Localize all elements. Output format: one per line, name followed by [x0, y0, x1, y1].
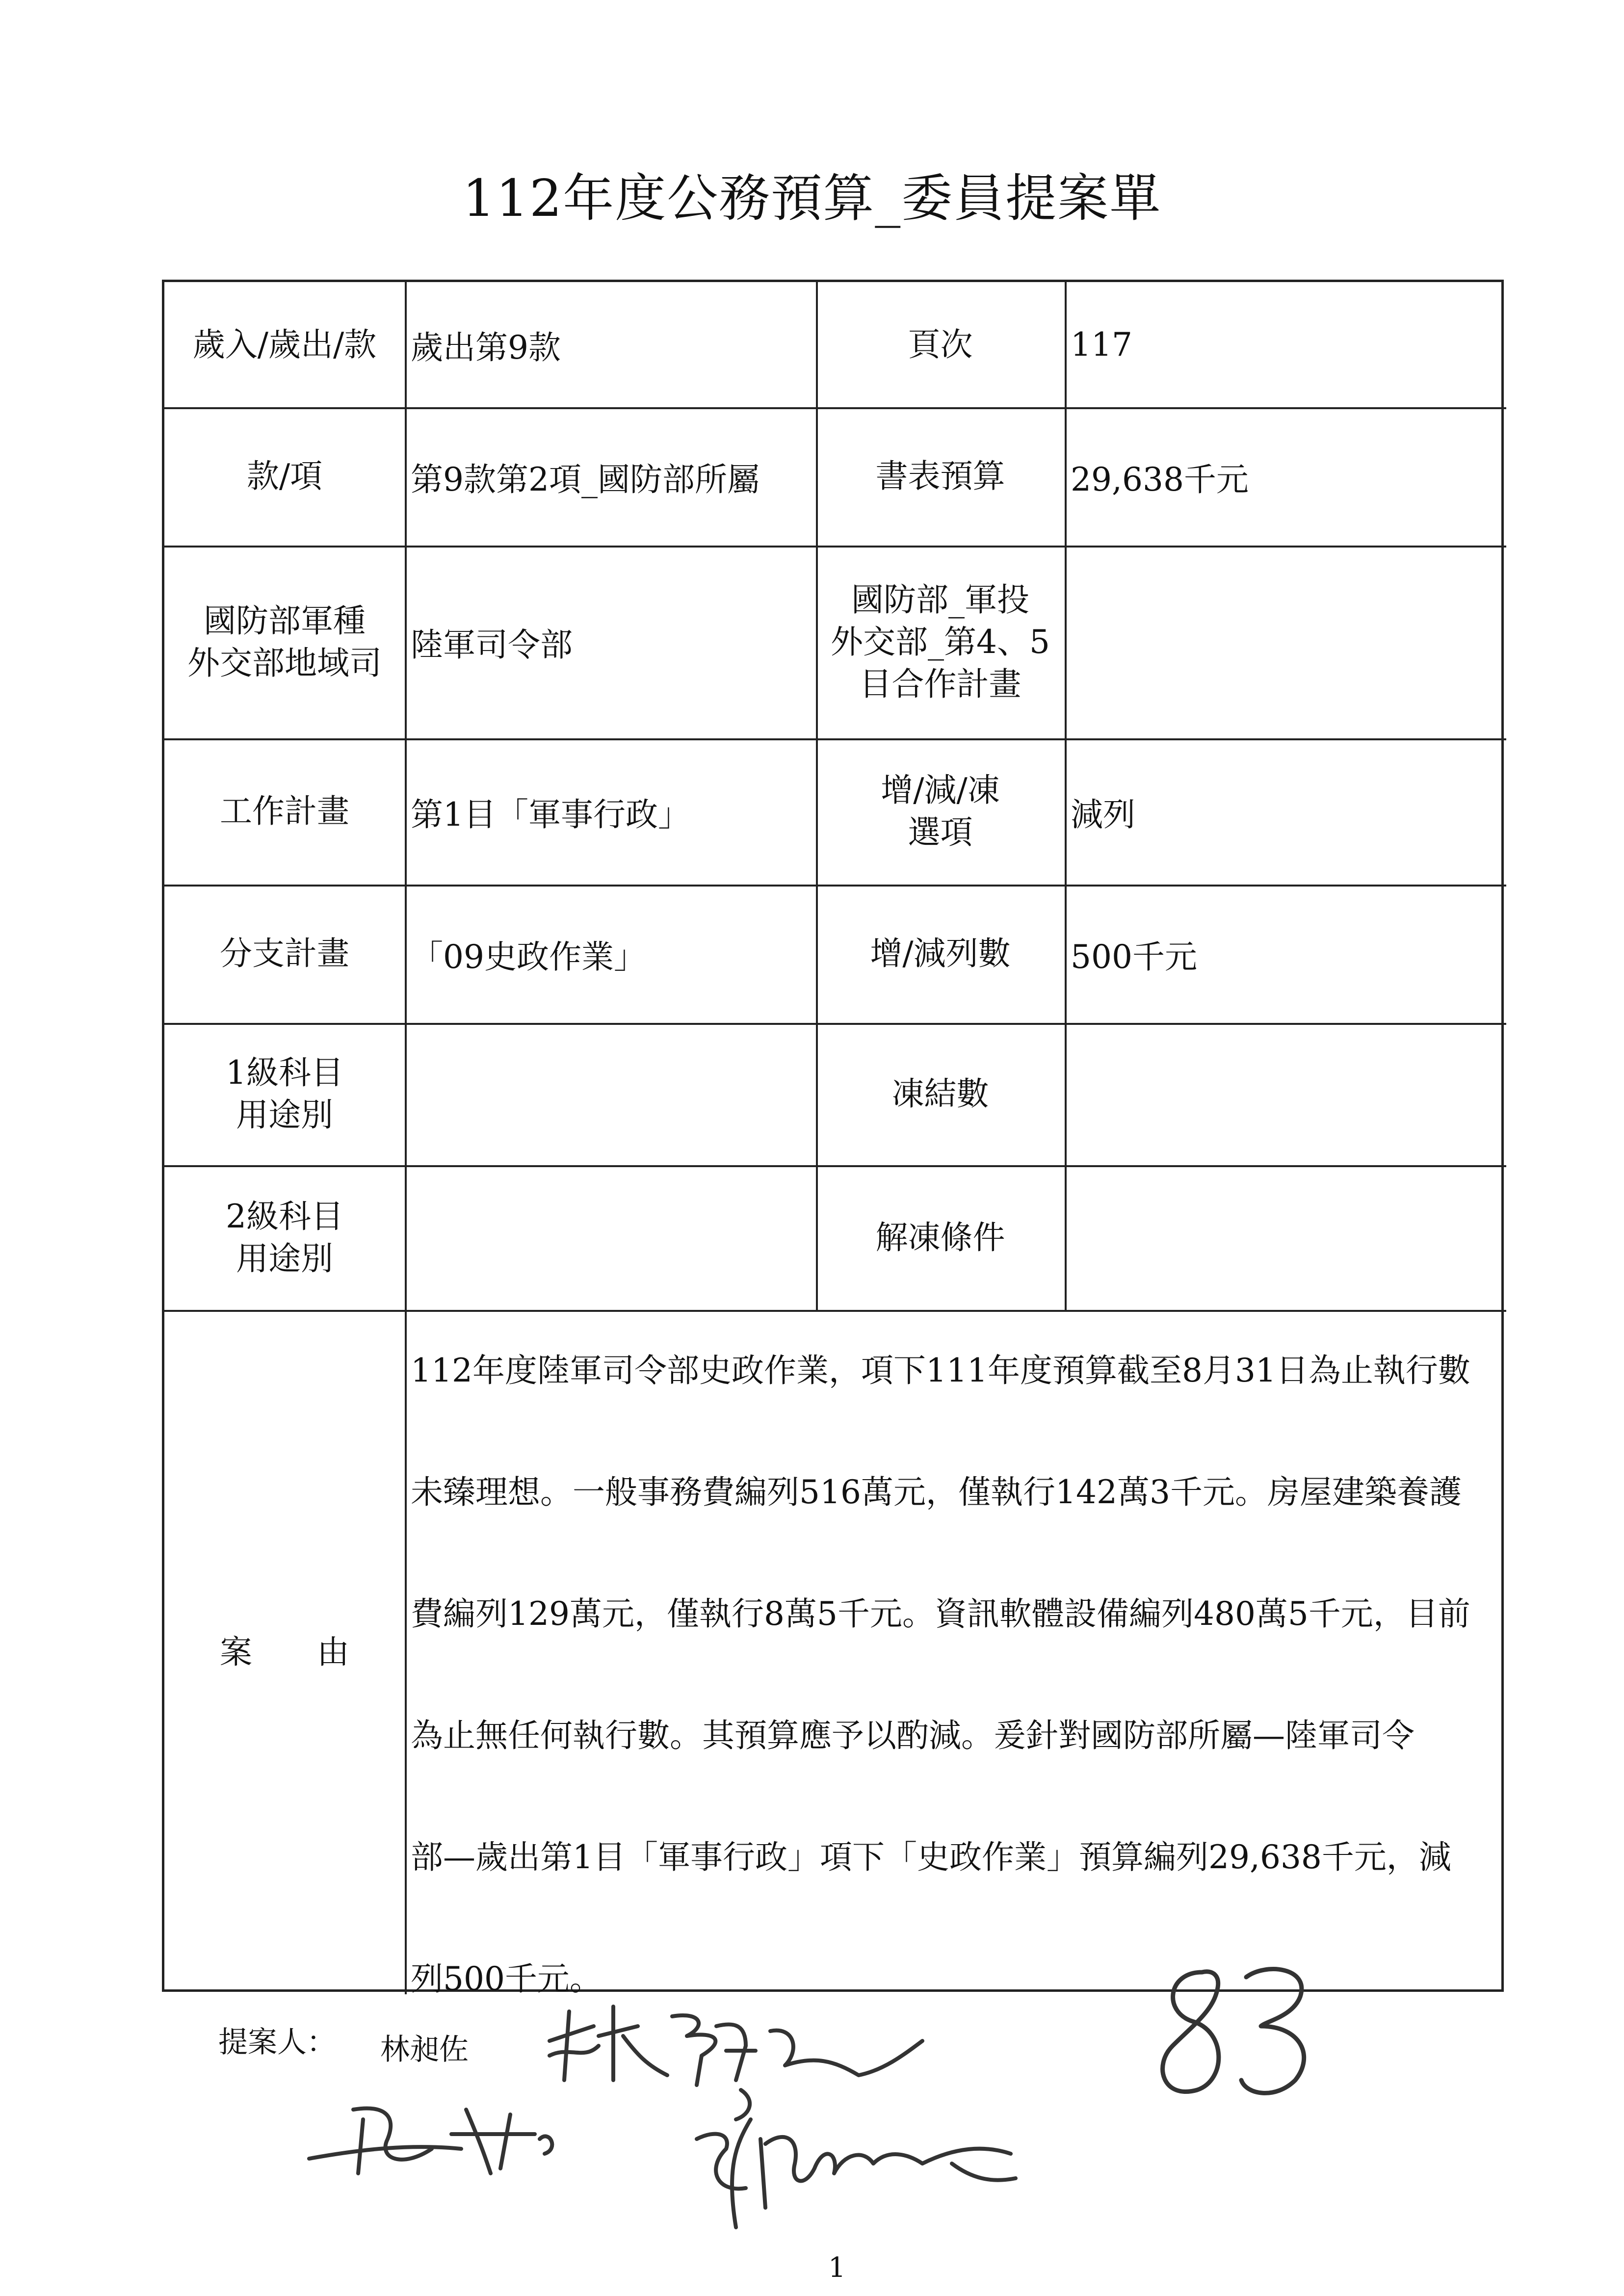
value-budget-amount: 29,638千元 [1071, 460, 1249, 498]
label-level2-subject: 2級科目 用途別 [226, 1197, 343, 1278]
row-divider [164, 885, 1506, 887]
value-frozen-amount [1065, 1023, 1506, 1165]
value-level1-subject [405, 1023, 816, 1165]
label-branch-plan: 分支計畫 [220, 935, 349, 972]
proposer-name: 林昶佐 [380, 2033, 469, 2067]
value-page: 117 [1071, 326, 1132, 364]
column-divider [405, 282, 407, 1994]
label-frozen-amount: 凍結數 [891, 1075, 989, 1113]
row-divider [164, 1165, 1506, 1167]
value-military-investment [1065, 546, 1506, 738]
reason-line: 112年度陸軍司令部史政作業，項下111年度預算截至8月31日為止執行數 [411, 1352, 1470, 1389]
label-work-plan: 工作計畫 [220, 792, 349, 830]
label-section-item: 款/項 [246, 457, 323, 495]
reason-text [405, 1310, 1506, 1998]
value-military-branch: 陸軍司令部 [411, 626, 573, 664]
proposer-label: 提案人： [218, 2025, 336, 2060]
column-divider [816, 282, 818, 1311]
page-number: 1 [828, 2252, 846, 2284]
reason-row [164, 1310, 1506, 1998]
value-adjust-option: 減列 [1071, 795, 1135, 834]
value-level2-subject [405, 1165, 816, 1310]
reason-line: 列500千元。 [411, 1960, 602, 1998]
row-divider [164, 738, 1506, 740]
value-work-plan: 第1目「軍事行政」 [411, 795, 690, 834]
row-divider [164, 1310, 1506, 1312]
label-adjust-amount: 增/減列數 [870, 935, 1011, 972]
label-unfreeze-condition: 解凍條件 [875, 1218, 1005, 1256]
label-level1-subject: 1級科目 用途別 [226, 1054, 343, 1134]
reason-line: 費編列129萬元，僅執行8萬5千元。資訊軟體設備編列480萬5千元，目前 [411, 1595, 1470, 1633]
handwritten-number [1143, 1957, 1330, 2105]
value-adjust-amount: 500千元 [1071, 938, 1197, 976]
handwritten-signature [677, 2080, 1021, 2237]
label-military-investment: 國防部_軍投 外交部_第4、5 目合作計畫 [831, 580, 1050, 703]
reason-line: 為止無任何執行數。其預算應予以酌減。爰針對國防部所屬—陸軍司令 [411, 1717, 1414, 1754]
reason-line: 部—歲出第1目「軍事行政」項下「史政作業」預算編列29,638千元，減 [411, 1838, 1451, 1876]
reason-line: 未臻理想。一般事務費編列516萬元，僅執行142萬3千元。房屋建築養護 [411, 1473, 1462, 1511]
handwritten-signature [304, 2075, 648, 2183]
form-title: 112年度公務預算_委員提案單 [462, 168, 1162, 228]
row-divider [164, 1023, 1506, 1025]
handwritten-signature [540, 1982, 932, 2090]
label-adjust-option: 增/減/凍 選項 [881, 771, 1000, 851]
label-page: 頁次 [908, 325, 973, 364]
value-section-item: 第9款第2項_國防部所屬 [411, 460, 760, 498]
value-unfreeze-condition [1065, 1165, 1506, 1310]
row-divider [164, 407, 1506, 409]
proposal-form-table [162, 280, 1504, 1998]
label-reason: 案 由 [220, 1633, 349, 1671]
row-divider [164, 546, 1506, 548]
column-divider [1065, 282, 1067, 1311]
label-budget-amount: 書表預算 [875, 457, 1005, 495]
label-military-branch: 國防部軍種 外交部地域司 [187, 601, 382, 682]
value-revenue-expense-section: 歲出第9款 [411, 329, 561, 366]
value-branch-plan: 「09史政作業」 [411, 938, 646, 976]
label-revenue-expense-section: 歲入/歲出/款 [192, 325, 377, 364]
